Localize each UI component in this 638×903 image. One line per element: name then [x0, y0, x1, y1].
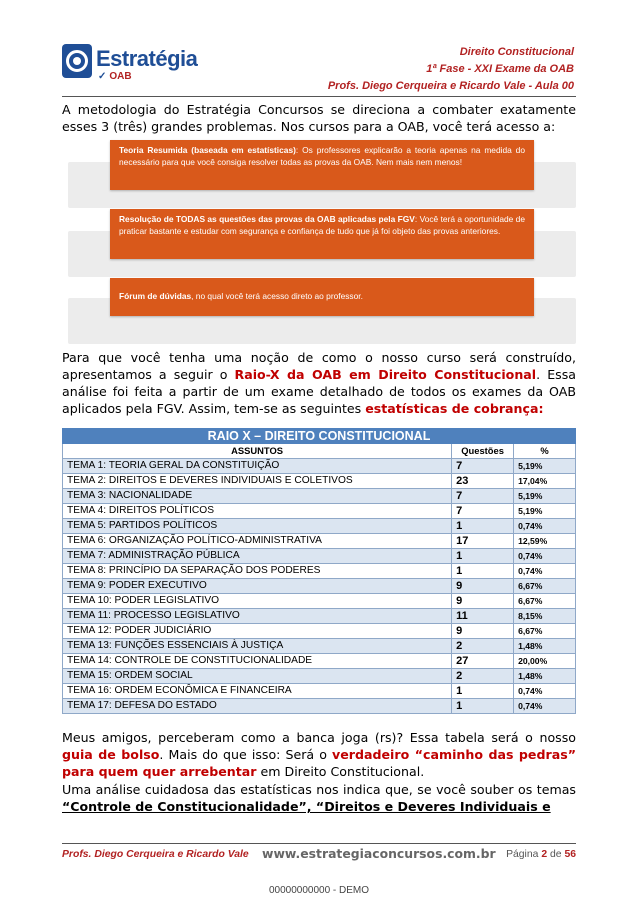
cell-percent: 5,19%	[514, 489, 576, 504]
cell-assunto: TEMA 14: CONTROLE DE CONSTITUCIONALIDADE	[63, 654, 452, 669]
cell-questoes: 1	[452, 699, 514, 714]
cell-assunto: TEMA 12: PODER JUDICIÁRIO	[63, 624, 452, 639]
table-row	[63, 624, 576, 639]
guide-paragraph: Meus amigos, perceberam como a banca joga (rs)? Essa tabela será o nosso guia de bolso. Mais do que isso: Será o verdadeiro “caminho das pedras” para quem quer arrebentar em Direito Constitucional.	[62, 730, 576, 779]
header-exam: 1ª Fase - XXI Exame da OAB	[426, 63, 574, 75]
cell-percent: 0,74%	[514, 564, 576, 579]
cell-assunto: TEMA 10: PODER LEGISLATIVO	[63, 594, 452, 609]
header-authors: Profs. Diego Cerqueira e Ricardo Vale - Aula 00	[327, 80, 574, 92]
table-title: RAIO X – DIREITO CONSTITUCIONAL	[63, 429, 576, 444]
table-row	[63, 639, 576, 654]
table-row	[63, 654, 576, 669]
table-row	[63, 519, 576, 534]
header-percent: %	[514, 444, 576, 459]
cell-questoes: 9	[452, 624, 514, 639]
footer-website-link[interactable]: www.estrategiaconcursos.com.br	[262, 846, 496, 861]
cell-assunto: TEMA 4: DIREITOS POLÍTICOS	[63, 504, 452, 519]
cell-percent: 8,15%	[514, 609, 576, 624]
table-row	[63, 474, 576, 489]
cell-questoes: 9	[452, 579, 514, 594]
cell-percent: 6,67%	[514, 594, 576, 609]
estrategia-logo	[62, 44, 202, 82]
footer-authors: Profs. Diego Cerqueira e Ricardo Vale	[62, 849, 249, 860]
intro-paragraph: A metodologia do Estratégia Concursos se direciona a combater exatamente esses 3 (três) grandes problemas. Nos cursos para a OAB, você terá acesso a:	[62, 102, 576, 134]
cell-percent: 1,48%	[514, 669, 576, 684]
cell-percent: 6,67%	[514, 624, 576, 639]
table-row	[63, 684, 576, 699]
header-assuntos: ASSUNTOS	[63, 444, 452, 459]
table-row	[63, 489, 576, 504]
owl-logo-icon	[62, 44, 92, 78]
cell-percent: 0,74%	[514, 684, 576, 699]
cell-questoes: 1	[452, 564, 514, 579]
cell-questoes: 2	[452, 669, 514, 684]
page-number: Página 2 de 56	[506, 849, 576, 860]
cell-assunto: TEMA 7: ADMINISTRAÇÃO PÚBLICA	[63, 549, 452, 564]
cell-assunto: TEMA 9: PODER EXECUTIVO	[63, 579, 452, 594]
header-questoes: Questões	[452, 444, 514, 459]
header-subject: Direito Constitucional	[459, 46, 574, 58]
cell-questoes: 7	[452, 504, 514, 519]
cell-assunto: TEMA 17: DEFESA DO ESTADO	[63, 699, 452, 714]
features-diagram	[68, 140, 576, 345]
table-row	[63, 504, 576, 519]
page-header	[328, 44, 574, 95]
cell-percent: 12,59%	[514, 534, 576, 549]
cell-assunto: TEMA 15: ORDEM SOCIAL	[63, 669, 452, 684]
raio-x-paragraph: Para que você tenha uma noção de como o nosso curso será construído, apresentamos a seguir o Raio-X da OAB em Direito Constitucional. Essa análise foi feita a partir de um exame detalhado de todos os exames da OAB aplicados pela FGV. Assim, tem-se as seguintes estatísticas de cobrança:	[62, 350, 576, 416]
cell-percent: 1,48%	[514, 639, 576, 654]
table-row	[63, 594, 576, 609]
cell-assunto: TEMA 8: PRINCÍPIO DA SEPARAÇÃO DOS PODERES	[63, 564, 452, 579]
cell-percent: 5,19%	[514, 504, 576, 519]
table-row	[63, 564, 576, 579]
cell-questoes: 27	[452, 654, 514, 669]
cell-percent: 0,74%	[514, 699, 576, 714]
feature-box-forum: Fórum de dúvidas, no qual você terá acesso direto ao professor.	[110, 278, 534, 316]
cell-assunto: TEMA 2: DIREITOS E DEVERES INDIVIDUAIS E COLETIVOS	[63, 474, 452, 489]
header-divider	[62, 96, 576, 97]
table-row	[63, 699, 576, 714]
cell-assunto: TEMA 3: NACIONALIDADE	[63, 489, 452, 504]
table-row	[63, 669, 576, 684]
logo-name: Estratégia	[96, 46, 198, 71]
cell-questoes: 11	[452, 609, 514, 624]
cell-questoes: 9	[452, 594, 514, 609]
cell-assunto: TEMA 5: PARTIDOS POLÍTICOS	[63, 519, 452, 534]
cell-percent: 6,67%	[514, 579, 576, 594]
cell-percent: 17,04%	[514, 474, 576, 489]
feature-box-theory: Teoria Resumida (baseada em estatísticas): Os professores explicarão a teoria apenas na medida do necessário para que você consiga resolver todas as provas da OAB. Nem mais nem menos!	[110, 140, 534, 190]
logo-sub: ✓ OAB	[98, 71, 132, 82]
cell-percent: 0,74%	[514, 519, 576, 534]
cell-percent: 20,00%	[514, 654, 576, 669]
cell-questoes: 23	[452, 474, 514, 489]
table-row	[63, 534, 576, 549]
cell-assunto: TEMA 13: FUNÇÕES ESSENCIAIS À JUSTIÇA	[63, 639, 452, 654]
cell-assunto: TEMA 11: PROCESSO LEGISLATIVO	[63, 609, 452, 624]
table-row	[63, 459, 576, 474]
cell-questoes: 1	[452, 519, 514, 534]
cell-questoes: 1	[452, 549, 514, 564]
table-title-row	[63, 429, 576, 444]
footer-divider	[62, 843, 576, 844]
cell-questoes: 7	[452, 489, 514, 504]
cell-assunto: TEMA 6: ORGANIZAÇÃO POLÍTICO-ADMINISTRATIVA	[63, 534, 452, 549]
table-row	[63, 579, 576, 594]
cell-questoes: 2	[452, 639, 514, 654]
cell-assunto: TEMA 1: TEORIA GERAL DA CONSTITUIÇÃO	[63, 459, 452, 474]
cell-percent: 0,74%	[514, 549, 576, 564]
cell-percent: 5,19%	[514, 459, 576, 474]
feature-box-questions: Resolução de TODAS as questões das provas da OAB aplicadas pela FGV: Você terá a oportunidade de praticar bastante e estudar com segurança e confiança de tudo que já foi objeto das provas anteriores.	[110, 209, 534, 259]
cell-questoes: 7	[452, 459, 514, 474]
table-header-row	[63, 444, 576, 459]
analysis-paragraph: Uma análise cuidadosa das estatísticas nos indica que, se você souber os temas “Controle de Constitucionalidade”, “Direitos e Deveres Individuais e	[62, 782, 576, 814]
table-row	[63, 549, 576, 564]
table-row	[63, 609, 576, 624]
cell-questoes: 17	[452, 534, 514, 549]
demo-watermark: 00000000000 - DEMO	[268, 885, 370, 896]
raio-x-table	[62, 428, 576, 714]
cell-questoes: 1	[452, 684, 514, 699]
cell-assunto: TEMA 16: ORDEM ECONÔMICA E FINANCEIRA	[63, 684, 452, 699]
